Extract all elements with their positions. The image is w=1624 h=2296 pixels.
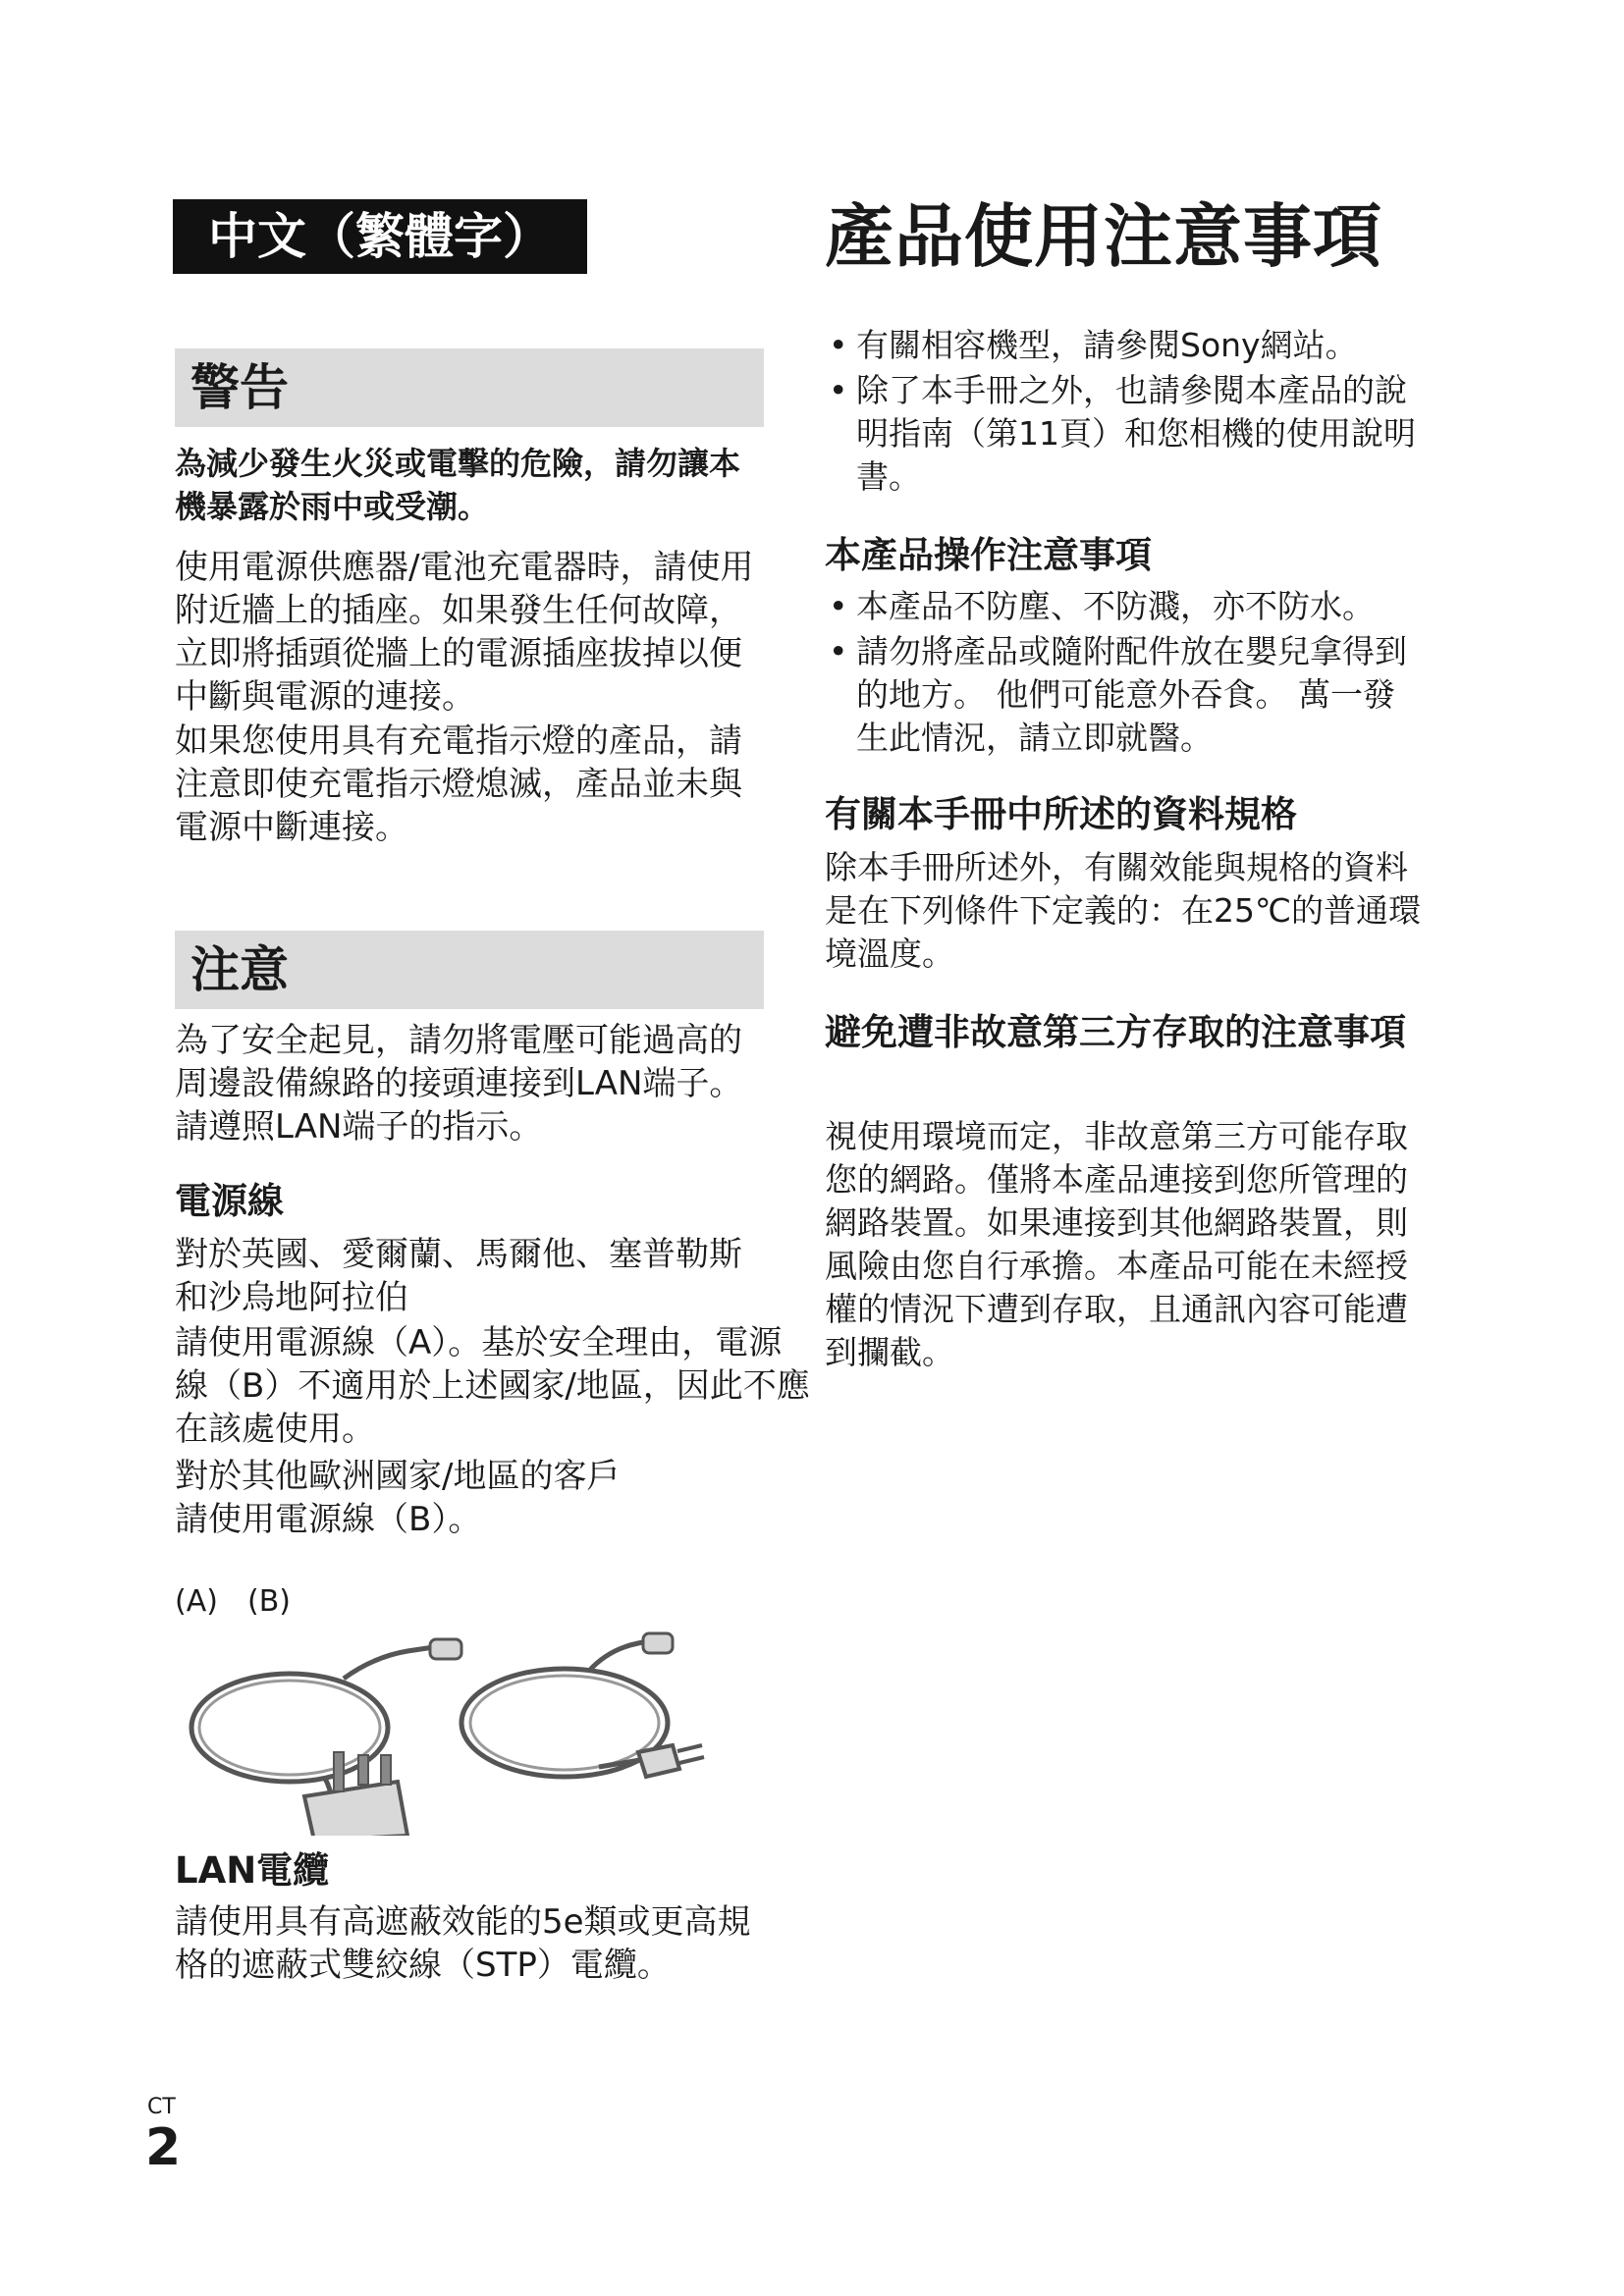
power-cord-regions: 對於英國、愛爾蘭、馬爾他、塞普勒斯和沙烏地阿拉伯: [175, 1235, 742, 1317]
page-number: 2: [145, 2118, 182, 2177]
operation-bullet-list: [825, 585, 1424, 762]
specs-heading: 有關本手冊中所述的資料規格: [825, 793, 1297, 835]
power-cord-b-icon: [461, 1633, 704, 1777]
intro-bullet-list: [825, 324, 1424, 501]
warning-paragraph-1: 使用電源供應器/電池充電器時，請使用附近牆上的插座。如果發生任何故障，立即將插頭從牆上的電源插座拔掉以便中斷與電源的連接。: [175, 548, 754, 717]
third-party-heading: 避免遭非故意第三方存取的注意事項: [825, 1011, 1406, 1053]
caution-heading: 注意: [175, 931, 764, 1009]
power-cord-a-icon: [191, 1639, 461, 1836]
power-cord-instruction-a: 請使用電源線（A）。基於安全理由，電源線（B）不適用於上述國家/地區，因此不應在該處使用。: [175, 1323, 810, 1449]
language-tab: 中文（繁體字）: [173, 199, 587, 274]
operation-bullet-item: • 本產品不防塵、不防濺，亦不防水。: [825, 585, 1424, 628]
intro-bullet-item: • 除了本手冊之外，也請參閱本產品的說明指南（第11頁）和您相機的使用說明書。: [825, 369, 1424, 499]
page-language-code: CT: [147, 2095, 176, 2119]
warning-bold-text: 為減少發生火災或電擊的危險，請勿讓本機暴露於雨中或受潮。: [175, 445, 741, 525]
lan-cable-heading: LAN電纜: [175, 1849, 330, 1892]
specs-paragraph: 除本手冊所述外，有關效能與規格的資料是在下列條件下定義的：在25℃的普通環境溫度。: [825, 848, 1422, 973]
third-party-paragraph: 視使用環境而定，非故意第三方可能存取您的網路。僅將本產品連接到您所管理的網路裝置。如果連接到其他網路裝置，則風險由您自行承擔。本產品可能在未經授權的情況下遭到存取，且通訊內容可能遭到攔截。: [825, 1117, 1408, 1371]
warning-heading: 警告: [175, 348, 764, 427]
power-cord-illustrations: [177, 1629, 746, 1836]
power-cord-instruction-b: 請使用電源線（B）。: [175, 1500, 482, 1539]
cord-label-b: (B): [247, 1584, 291, 1619]
lan-cable-paragraph: 請使用具有高遮蔽效能的5e類或更高規格的遮蔽式雙絞線（STP）電纜。: [175, 1902, 751, 1985]
intro-bullet-item: • 有關相容機型，請參閱Sony網站。: [825, 324, 1424, 367]
power-cord-other-regions: 對於其他歐洲國家/地區的客戶: [175, 1457, 621, 1496]
warning-paragraph-2: 如果您使用具有充電指示燈的產品，請注意即使充電指示燈熄滅，產品並未與電源中斷連接。: [175, 721, 742, 847]
caution-paragraph: 為了安全起見，請勿將電壓可能過高的周邊設備線路的接頭連接到LAN端子。請遵照LAN端子的指示。: [175, 1021, 743, 1147]
operation-heading: 本產品操作注意事項: [825, 534, 1152, 576]
power-cord-heading: 電源線: [175, 1180, 284, 1222]
cord-label-a: (A): [175, 1584, 218, 1619]
page-title: 產品使用注意事項: [825, 196, 1382, 277]
operation-bullet-item: • 請勿將產品或隨附配件放在嬰兒拿得到的地方。 他們可能意外吞食。 萬一發生此情況，請立即就醫。: [825, 630, 1424, 760]
